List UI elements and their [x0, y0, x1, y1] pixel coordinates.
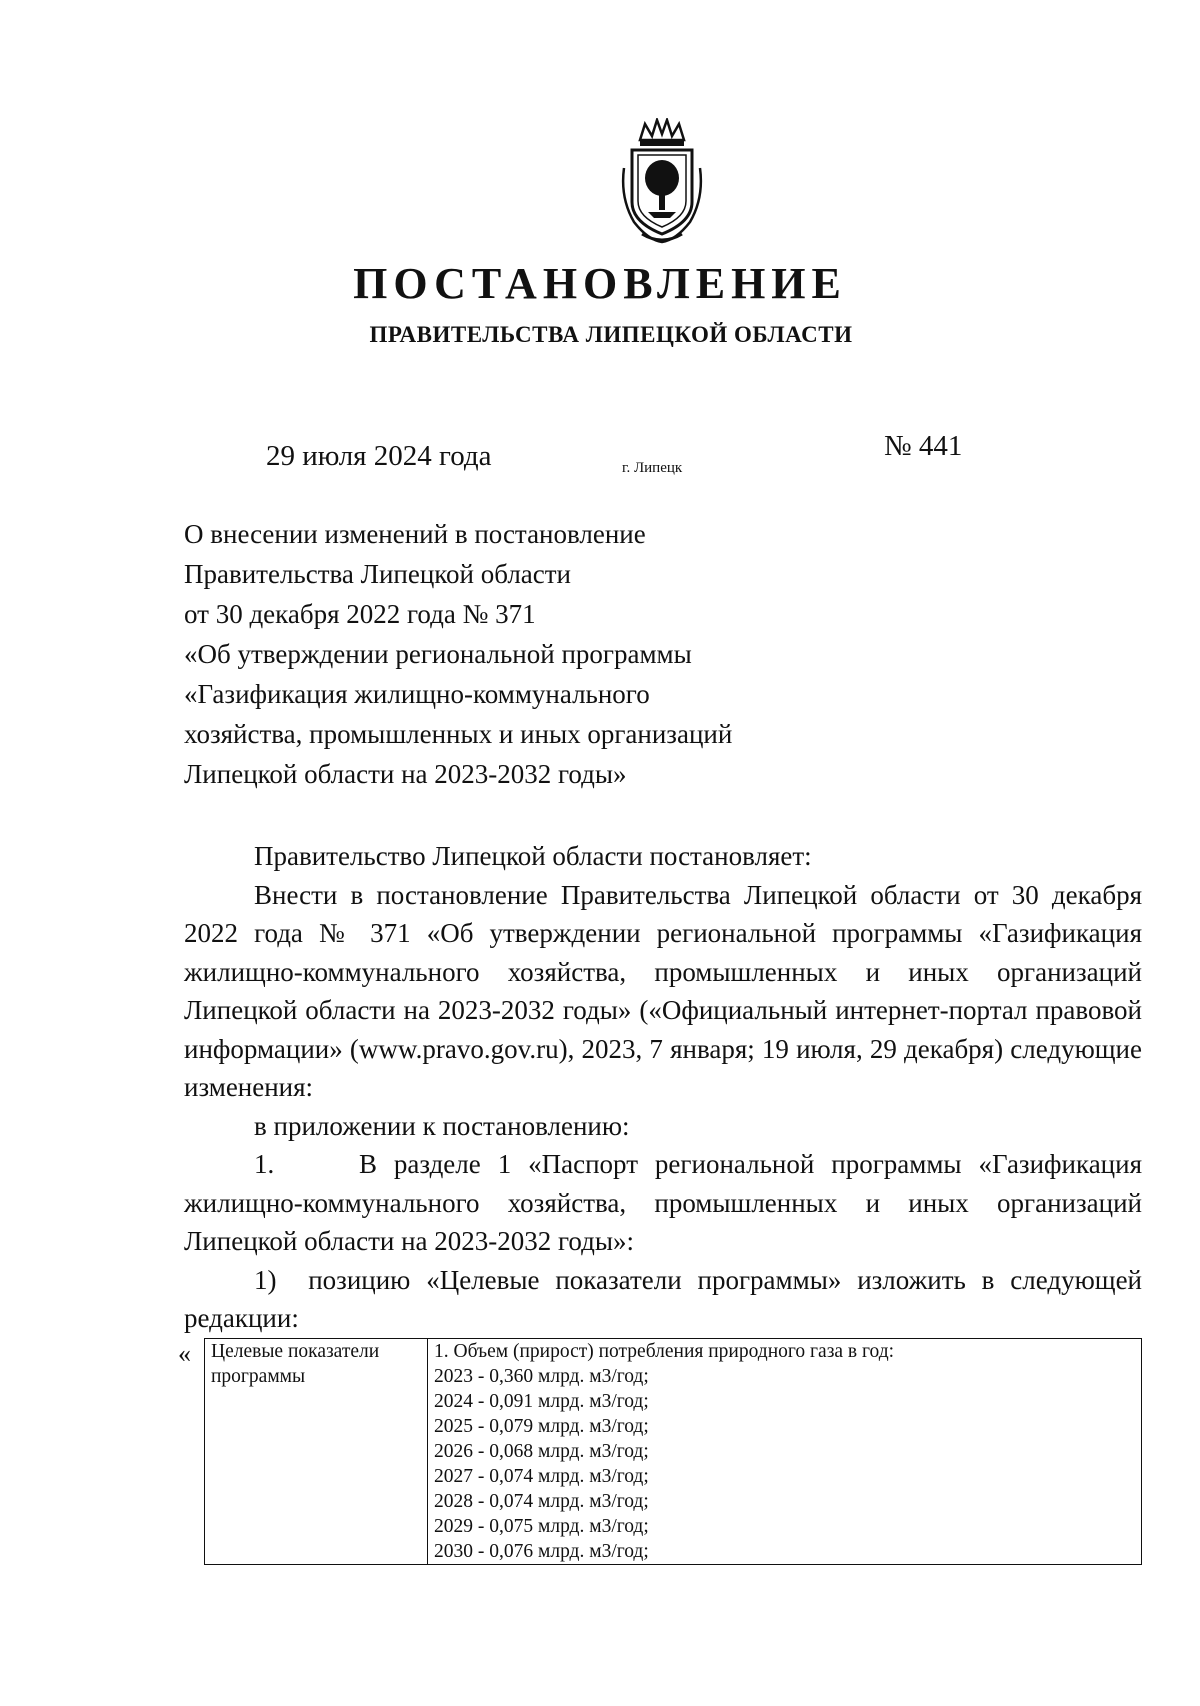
- heading-line: Правительства Липецкой области: [184, 559, 572, 589]
- table-cell-label: Целевые показатели программы: [205, 1339, 428, 1565]
- indicator-line: 2025 - 0,079 млрд. м3/год;: [434, 1416, 649, 1437]
- document-title: ПОСТАНОВЛЕНИЕ: [353, 259, 847, 308]
- document-date: 29 июля 2024 года: [266, 440, 492, 472]
- indicator-line: 2026 - 0,068 млрд. м3/год;: [434, 1441, 649, 1462]
- document-body: [184, 837, 1149, 1338]
- heading-line: хозяйства, промышленных и иных организаций: [184, 719, 733, 749]
- document-number: № 441: [884, 430, 963, 462]
- opening-quote-mark: «: [178, 1339, 191, 1368]
- coat-of-arms-icon: [612, 118, 712, 246]
- heading-line: Липецкой области на 2023-2032 годы»: [184, 759, 627, 789]
- body-paragraph-item-1: 1. В разделе 1 «Паспорт региональной программы «Газификация жилищно-коммунального хозяйства, промышленных и иных организаций Липецкой области на 2023-2032 годы»:: [184, 1149, 1149, 1256]
- table-cell-values: [428, 1339, 1142, 1565]
- heading-line: от 30 декабря 2022 года № 371: [184, 599, 536, 629]
- heading-line: «Об утверждении региональной программы: [184, 639, 692, 669]
- indicator-line: 2023 - 0,360 млрд. м3/год;: [434, 1366, 649, 1387]
- document-subtitle: ПРАВИТЕЛЬСТВА ЛИПЕЦКОЙ ОБЛАСТИ: [369, 322, 853, 347]
- indicator-line: 2028 - 0,074 млрд. м3/год;: [434, 1491, 649, 1512]
- indicator-line: 2030 - 0,076 млрд. м3/год;: [434, 1541, 649, 1562]
- body-paragraph-amendment: Внести в постановление Правительства Липецкой области от 30 декабря 2022 года № 371 «Об утверждении региональной программы «Газификация жилищно-коммунального хозяйства, промышленных и иных организаций Липецкой области на 2023-2032 годы» («Официальный интернет-портал правовой информации» (www.pravo.gov.ru), 2023, 7 января; 19 июля, 29 декабря) следующие изменения:: [184, 879, 1142, 1102]
- document-heading: [184, 514, 732, 794]
- heading-line: О внесении изменений в постановление: [184, 519, 646, 549]
- indicator-line: 2027 - 0,074 млрд. м3/год;: [434, 1466, 649, 1487]
- table-row: [205, 1339, 1142, 1565]
- body-paragraph-subitem-1: 1) позицию «Целевые показатели программы» изложить в следующей редакции:: [184, 1264, 1149, 1333]
- indicator-line: 2024 - 0,091 млрд. м3/год;: [434, 1391, 649, 1412]
- target-indicators-table: [204, 1338, 1142, 1565]
- indicator-line: 2029 - 0,075 млрд. м3/год;: [434, 1516, 649, 1537]
- body-paragraph-appendix: в приложении к постановлению:: [254, 1110, 630, 1141]
- indicator-line: 1. Объем (прирост) потребления природного газа в год:: [434, 1341, 895, 1362]
- body-paragraph-intro: Правительство Липецкой области постановляет:: [254, 841, 812, 871]
- heading-line: «Газификация жилищно-коммунального: [184, 679, 650, 709]
- document-city: г. Липецк: [622, 460, 683, 476]
